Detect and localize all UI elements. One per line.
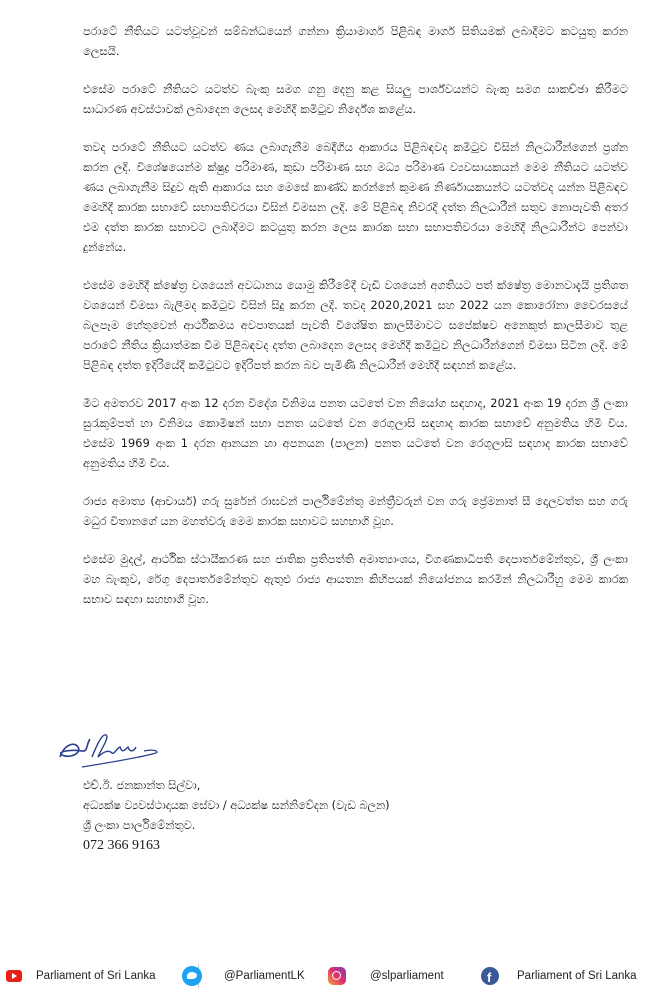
- footer-instagram-label[interactable]: @slparliament: [370, 970, 444, 982]
- footer-twitter[interactable]: [182, 964, 305, 988]
- facebook-icon: f: [481, 967, 499, 985]
- youtube-icon: [6, 970, 22, 982]
- paragraph-2: එසේම පරාටේ නීතියට යටත්ව බැංකු සමග ගනු දෙනු කළ සියලු පාර්ශ්වයන්ට බැංකු සමග සාකච්ඡා කිරීමට සාධාරණ අවස්ථාවක් ලබාදෙන ලෙසද මෙහිදී කමිටුව නිර්දේශ කළේය.: [83, 83, 628, 116]
- signature-block: [83, 776, 603, 856]
- footer-facebook[interactable]: [481, 964, 637, 988]
- signatory-name: එච්.ඊ. ජනකාන්ත සිල්වා,: [83, 779, 201, 792]
- signatory-phone: 072 366 9163: [83, 838, 160, 853]
- footer-twitter-label[interactable]: @ParliamentLK: [224, 970, 305, 982]
- paragraph-3: තවද පරාටේ නීතියට යටත්ව ණය ලබාගැනීම බෙදීගිය ආකාරය පිළිබඳවද කමිටුව විසින් නිලධාරීන්ගෙන් ප්‍රශ්න කරන ලදි. විශේෂයෙන්ම ක්ෂුද්‍ර පරිමාණ, කුඩා පරිමාණ සහ මධ්‍ය පරිමාණ ව්‍යවසායකයන් මෙම නීතියට යටත්ව ණය ලබාගැනීම සිදුව ඇති ආකාරය සහ මෙසේ කාණ්ඩ කරන්නේ කුමණ නිර්ණායකයන්ට යටත්වද යන්න පිළිබඳව මෙහිදී කාරක සභාවේ සභාපතිවරයා විසින් විමසන ලදි. මේ පිළිබඳ නිවරදි දත්ත නිලධාරීන් සතුව නොපැවති අතර එම දත්ත කාරක සභාවට ලබාදීමට කටයුතු කරන ලෙස කාරක සභා සභාපතිවරයා මෙහිදී නිලධාරීන්ට පෙන්වා දුන්නේය.: [83, 141, 628, 254]
- footer-youtube-label[interactable]: Parliament of Sri Lanka: [36, 970, 156, 982]
- handwritten-signature: [52, 727, 162, 772]
- signatory-title: අධ්‍යක්ෂ ව්‍යවස්ථාදායක සේවා / අධ්‍යක්ෂ සන්නිවේදන (වැඩ බලන): [83, 799, 390, 812]
- footer-youtube[interactable]: [6, 964, 156, 988]
- instagram-icon: [328, 967, 346, 985]
- paragraph-5: මීට අමතරව 2017 අංක 12 දරන විදේශ විනිමය පනත යටතේ වන නියෝග සඳහාද, 2021 අංක 19 දරන ශ්‍රී ලංකා සුරැකුම්පත් හා විනිමය කොමිෂන් සභා පනත යටතේ වන රෙගුලාසි සඳහාද කාරක සභාවේ අනුමතිය හිමි විය. එසේම 1969 අංක 1 දරන ආනයන හා අපනයන (පාලන) පනත යටතේ වන රෙගුලාසි සඳහාද කාරක සභාවේ අනුමතිය හිමි විය.: [83, 397, 628, 470]
- paragraph-6: රාජ්‍ය අමාත්‍ය (ආචාර්ය) ගරු සුරේන් රාඝවන් පාර්ලිමේන්තු මන්ත්‍රීවරුන් වන ගරු ප්‍රේමනාත් සී දොලවත්ත සහ ගරු මධුර විතානගේ යන මහත්වරු මෙම කාරක සභාවට සහභාගි වූහ.: [83, 495, 628, 528]
- social-footer: [0, 958, 650, 994]
- letter-body: [83, 22, 628, 628]
- paragraph-1: පරාටේ නීතියට යටත්වූවන් සම්බන්ධයෙන් ගන්නා ක්‍රියාමාර්ග පිළිබඳ මාර්ග සිතියමක් ලබාදීමට කටයුතු කරන ලෙසයි.: [83, 25, 628, 58]
- paragraph-7: එසේම මුදල්, ආර්ථික ස්ථායීකරණ සහ ජාතික ප්‍රතිපත්ති අමාත්‍යාංශය, විගණකාධිපති දෙපාර්තමේන්තුව, ශ්‍රී ලංකා මහ බැංකුව, රේගු දෙපාර්තමේන්තුව ඇතුළු රාජ්‍ය ආයතන කිහිපයක් නියෝජනය කරමින් නිලධාරීහු මෙම කාරක සභාව සඳහා සහභාගී වූහ.: [83, 553, 628, 606]
- signatory-organization: ශ්‍රී ලංකා පාර්ලිමේන්තුව.: [83, 819, 196, 832]
- paragraph-4: එසේම මෙහිදී ක්ෂේත්‍ර වශයෙන් අවධානය යොමු කිරීමේදී වැඩි වශයෙන් අගතියට පත් ක්ෂේත්‍ර මොනවාදැයි ප්‍රතිශත වශයෙන් විමසා බැලීමද කමිටුව විසින් සිදු කරන ලදි. තවද 2020,2021 සහ 2022 යන කොරෝනා වෛරසයේ බලපෑම හේතුවෙන් ආර්ථිකමය අවපාතයක් පැවති විශේෂිත කාලසීමාවට සපේක්ෂව අනෙකුත් කාලසීමාව තුළ පරාටේ නීතිය ක්‍රියාත්මක වීම පිළිබඳවද දත්ත ලබාදෙන ලෙසද මෙහිදී කමිටුව නිලධාරීන්ගෙන් විමසා සිටින ලදි. මේ පිළිබඳ දත්ත ඉදිරියේදී කමිටුවට ඉදිරිපත් කරන බව පැමිණි නිලධාරීන් මෙහිදී සඳහන් කළේය.: [83, 279, 628, 372]
- twitter-icon: [182, 966, 202, 986]
- footer-facebook-label[interactable]: Parliament of Sri Lanka: [517, 970, 637, 982]
- footer-instagram[interactable]: [328, 964, 444, 988]
